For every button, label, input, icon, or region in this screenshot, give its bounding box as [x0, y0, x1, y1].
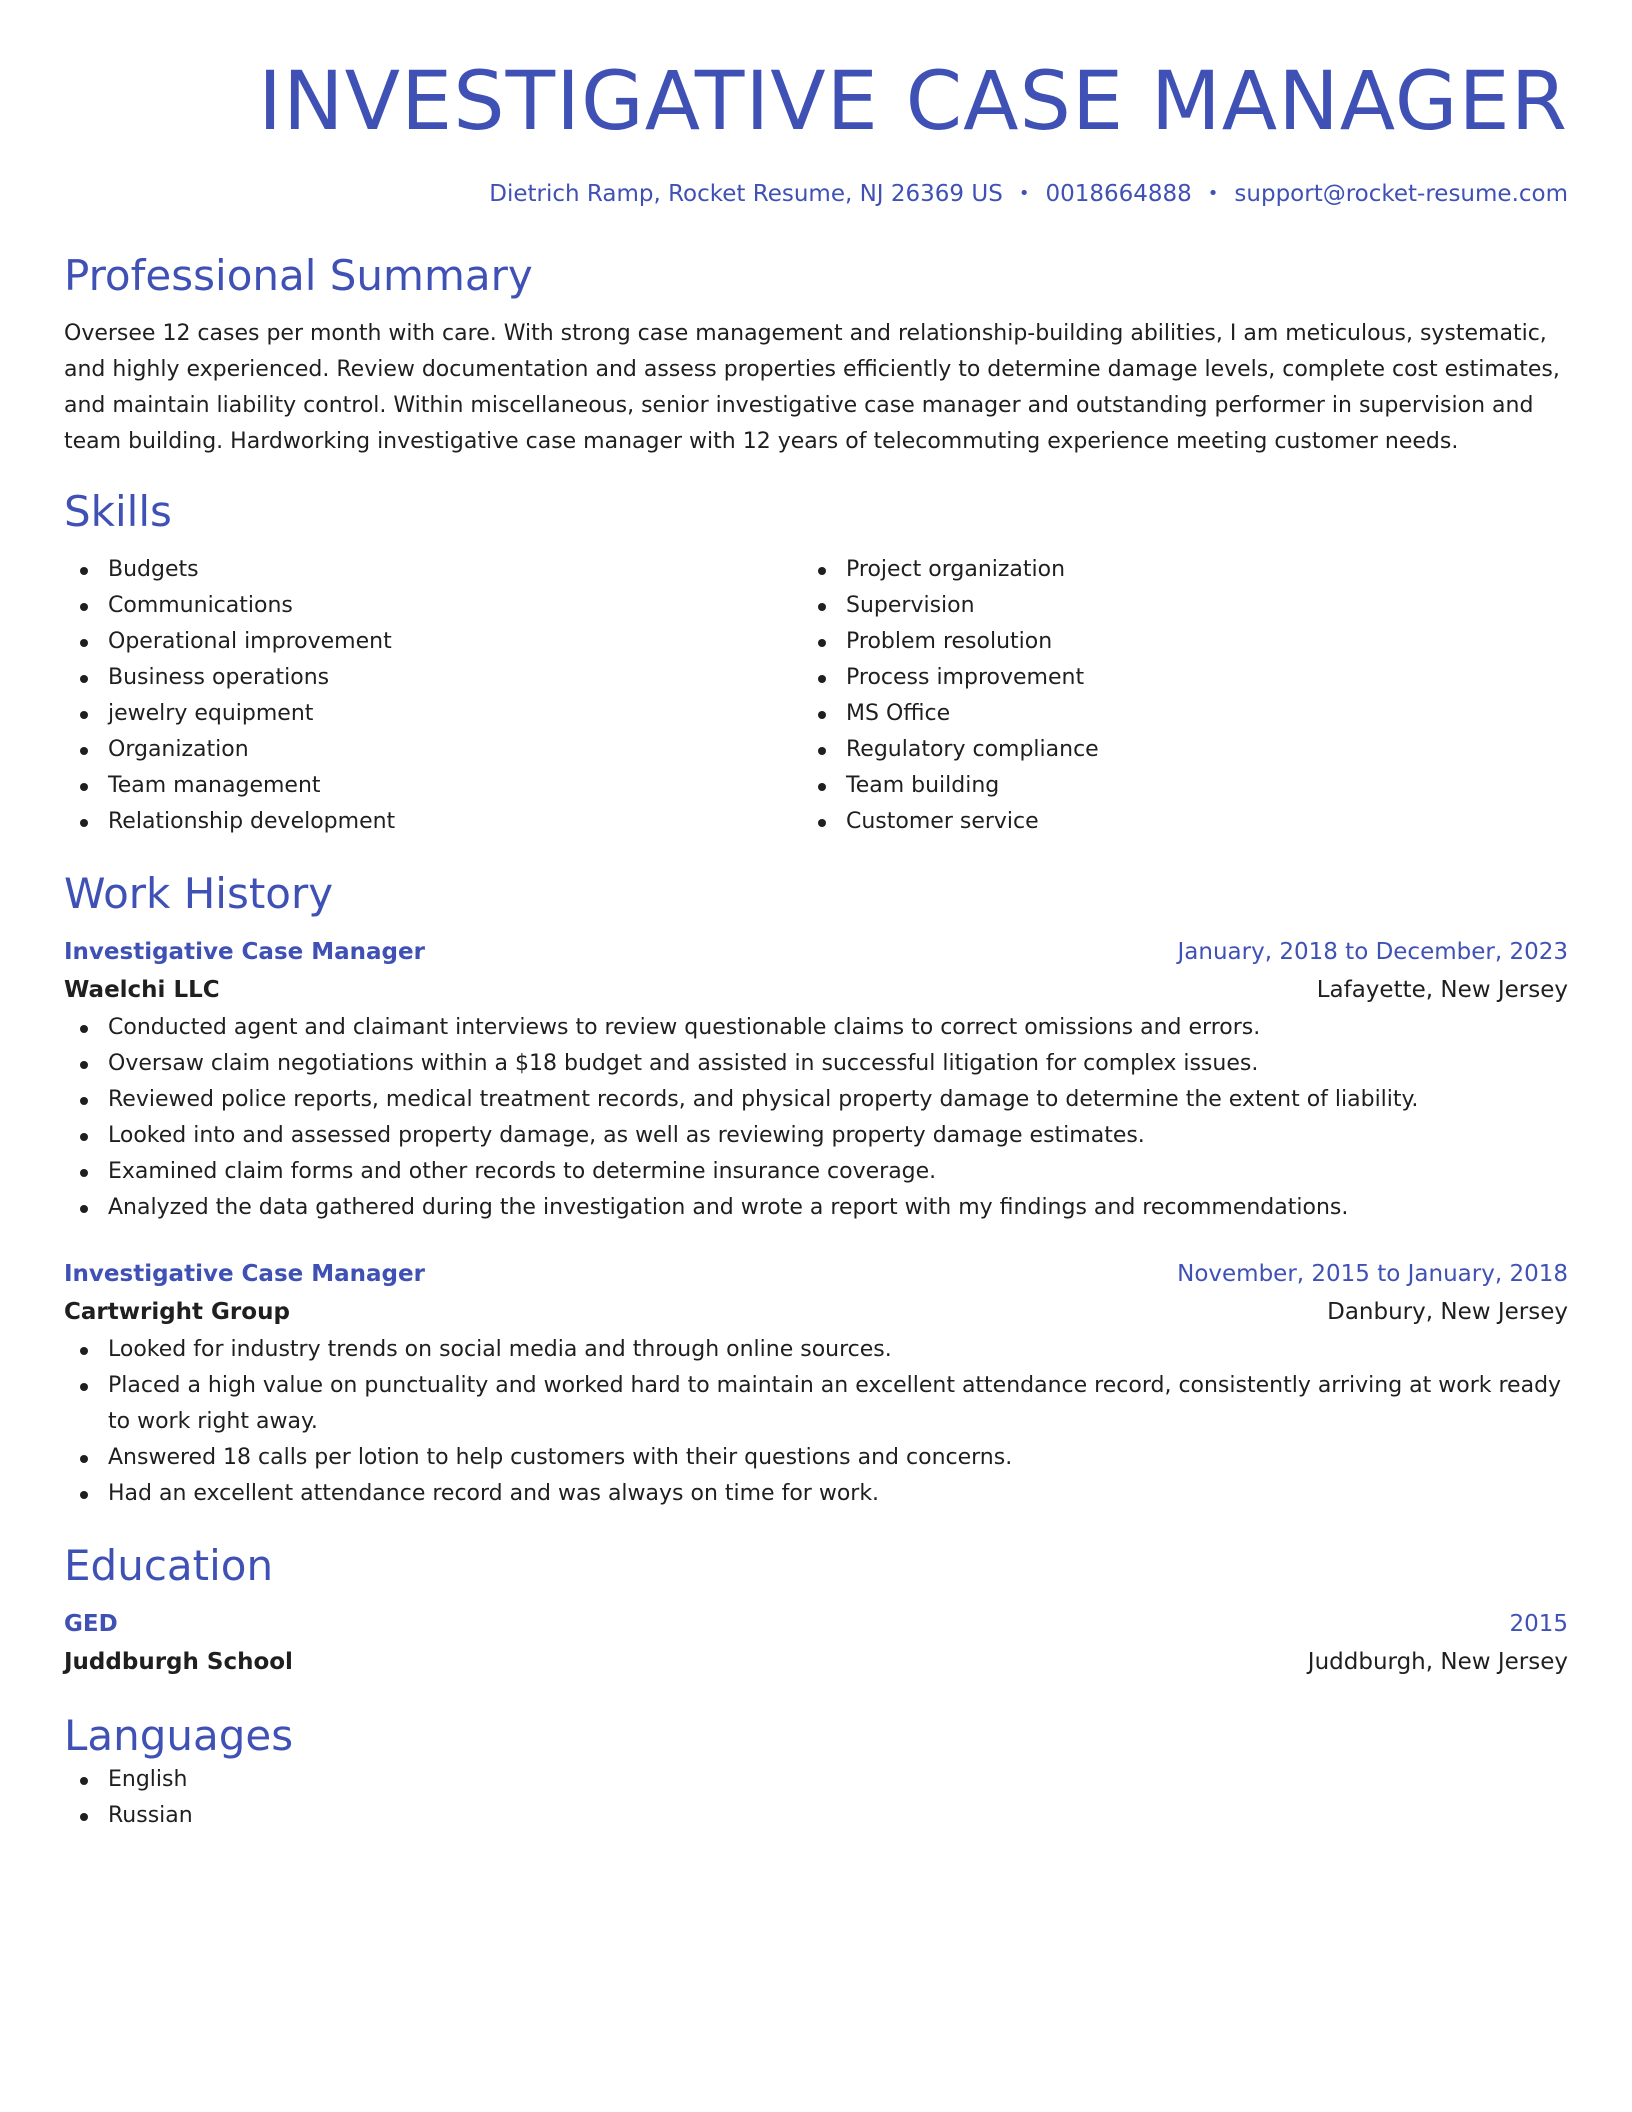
skill-item: Process improvement	[802, 660, 1540, 696]
job-entry	[64, 934, 1568, 1226]
job-title-row	[64, 1256, 1568, 1292]
job-bullet: Had an excellent attendance record and was always on time for work.	[64, 1476, 1568, 1512]
summary-text: Oversee 12 cases per month with care. With strong case management and relationship-building abilities, I am meticulous, systematic, and highly experienced. Review documentation and assess properties efficiently to determine damage levels, complete cost estimates, and maintain liability control. Within miscellaneous, senior investigative case manager and outstanding performer in supervision and team building. Hardworking investigative case manager with 12 years of telecommuting experience meeting customer needs.	[64, 321, 1560, 454]
job-bullet: Oversaw claim negotiations within a $18 budget and assisted in successful litigation for complex issues.	[64, 1046, 1568, 1082]
job-title-row	[64, 934, 1568, 970]
contact-separator: •	[1207, 183, 1219, 204]
skills-grid	[64, 552, 1568, 840]
job-bullet: Reviewed police reports, medical treatment records, and physical property damage to determine the extent of liability.	[64, 1082, 1568, 1118]
job-bullet: Looked into and assessed property damage, as well as reviewing property damage estimates.	[64, 1118, 1568, 1154]
education-location: Juddburgh, New Jersey	[1307, 1649, 1568, 1675]
skill-item: Budgets	[64, 552, 802, 588]
education-year: 2015	[1509, 1611, 1568, 1637]
education-degree: GED	[64, 1611, 118, 1637]
section-heading-education: Education	[64, 1541, 274, 1590]
skill-item: Team management	[64, 768, 802, 804]
education-degree-row	[64, 1606, 1568, 1642]
job-company: Cartwright Group	[64, 1299, 290, 1325]
skill-item: Regulatory compliance	[802, 732, 1540, 768]
contact-email[interactable]: support@rocket-resume.com	[1234, 181, 1568, 207]
resume-title: INVESTIGATIVE CASE MANAGER	[258, 55, 1568, 149]
skill-item: Problem resolution	[802, 624, 1540, 660]
section-heading-languages: Languages	[64, 1711, 294, 1760]
job-bullet: Conducted agent and claimant interviews to review questionable claims to correct omissions and errors.	[64, 1010, 1568, 1046]
job-company-row	[64, 1292, 1568, 1332]
skill-item: MS Office	[802, 696, 1540, 732]
job-bullet: Analyzed the data gathered during the investigation and wrote a report with my findings and recommendations.	[64, 1190, 1568, 1226]
section-heading-summary: Professional Summary	[64, 251, 533, 300]
job-entry	[64, 1256, 1568, 1512]
skill-item: Supervision	[802, 588, 1540, 624]
job-bullet: Examined claim forms and other records to determine insurance coverage.	[64, 1154, 1568, 1190]
contact-info	[64, 178, 1568, 210]
skill-item: Organization	[64, 732, 802, 768]
skills-section	[64, 486, 1568, 840]
section-heading-skills: Skills	[64, 487, 172, 536]
summary-section	[64, 250, 1568, 460]
section-heading-work-history: Work History	[64, 869, 334, 918]
work-history-section	[64, 868, 1568, 1512]
job-title: Investigative Case Manager	[64, 939, 425, 965]
skills-column-left	[64, 552, 802, 840]
skill-item: Customer service	[802, 804, 1540, 840]
languages-section	[64, 1710, 1568, 1834]
contact-separator: •	[1018, 183, 1030, 204]
skill-item: Communications	[64, 588, 802, 624]
skill-item: Operational improvement	[64, 624, 802, 660]
language-item: English	[64, 1762, 1568, 1798]
job-dates: January, 2018 to December, 2023	[1177, 939, 1568, 965]
job-bullet: Answered 18 calls per lotion to help customers with their questions and concerns.	[64, 1440, 1568, 1476]
skill-item: Project organization	[802, 552, 1540, 588]
contact-phone[interactable]: 0018664888	[1045, 181, 1192, 207]
skill-item: Relationship development	[64, 804, 802, 840]
education-entry	[64, 1606, 1568, 1682]
job-title: Investigative Case Manager	[64, 1261, 425, 1287]
skill-item: Team building	[802, 768, 1540, 804]
job-company: Waelchi LLC	[64, 977, 220, 1003]
job-dates: November, 2015 to January, 2018	[1177, 1261, 1568, 1287]
languages-list	[64, 1762, 1568, 1834]
job-responsibilities	[64, 1010, 1568, 1226]
skill-item: Business operations	[64, 660, 802, 696]
education-school-row	[64, 1642, 1568, 1682]
job-location: Danbury, New Jersey	[1327, 1299, 1568, 1325]
job-company-row	[64, 970, 1568, 1010]
education-section	[64, 1540, 1568, 1682]
job-bullet: Looked for industry trends on social media and through online sources.	[64, 1332, 1568, 1368]
contact-address: Dietrich Ramp, Rocket Resume, NJ 26369 US	[489, 181, 1003, 207]
job-bullet: Placed a high value on punctuality and worked hard to maintain an excellent attendance record, consistently arriving at work ready to work right away.	[64, 1368, 1568, 1440]
job-responsibilities	[64, 1332, 1568, 1512]
skills-column-right	[802, 552, 1540, 840]
skill-item: jewelry equipment	[64, 696, 802, 732]
education-school: Juddburgh School	[64, 1649, 293, 1675]
job-location: Lafayette, New Jersey	[1316, 977, 1568, 1003]
language-item: Russian	[64, 1798, 1568, 1834]
